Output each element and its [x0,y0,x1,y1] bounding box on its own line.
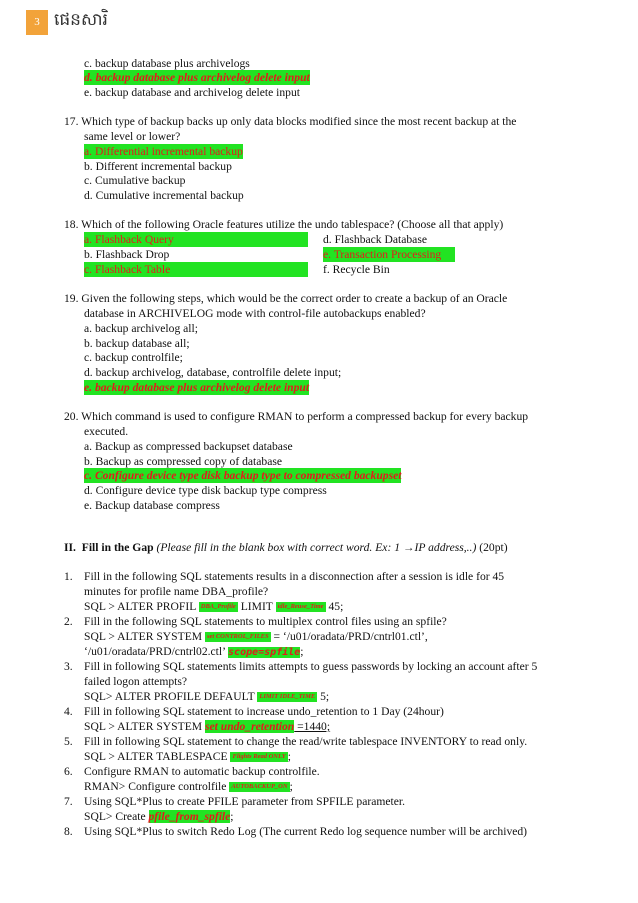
fill7-sql-post: ; [230,810,234,823]
q19-text-line2: database in ARCHIVELOG mode with control-file autobackups enabled? [84,307,426,320]
section2-number: II. [64,541,76,554]
page-number-badge: 3 [26,10,48,35]
fill4-sql [84,719,330,734]
fill5-answer1: Flights Read ONLY [232,753,286,761]
fill3-answer1: LIMIT IDLE_TIME [259,693,316,701]
fill5-sql-pre: SQL > ALTER TABLESPACE [84,750,231,763]
q17-text-line2: same level or lower? [84,130,181,143]
fill3-text-line2: failed logon attempts? [84,675,188,688]
fill1-text-line2: minutes for profile name DBA_profile? [84,585,269,598]
fill2-sql-line2 [84,644,304,660]
fill1-sql-post: 45; [325,600,344,613]
fill2-sql [84,629,428,644]
fill2-line2-post: ; [300,645,304,658]
fill2-answer2: scope=spfile [228,647,301,658]
fill7-text-line1: Using SQL*Plus to create PFILE parameter from SPFILE parameter. [84,795,406,808]
q20-text-line1: 20. Which command is used to configure RMAN to perform a compressed backup for every backup [64,410,529,423]
fill4-sql-pre: SQL > ALTER SYSTEM [84,720,205,733]
fill7-sql [84,809,234,824]
fill3-sql-post: 5; [317,690,330,703]
section2-instructions: (Please fill in the blank box with correct word. Ex: 1 →IP address,..) [156,541,477,554]
q19-text-line1: 19. Given the following steps, which would be the correct order to create a backup of an Oracle [64,292,508,305]
fill5-sql [84,749,291,764]
fill2-answer1: set CONTROL_FILES [207,633,269,641]
fill1-sql-mid: LIMIT [237,600,276,613]
fill6-sql-pre: RMAN> Configure controlfile [84,780,230,793]
q17-option-a-answer: a. Differential incremental backup [84,145,243,158]
fill2-sql-pre: SQL > ALTER SYSTEM [84,630,205,643]
q20-option-b: b. Backup as compressed copy of database [84,455,282,468]
q18-text-line1: 18. Which of the following Oracle features utilize the undo tablespace? (Choose all that apply) [64,218,504,231]
q16-option-c: c. backup database plus archivelogs [84,57,250,70]
q17-option-c: c. Cumulative backup [84,174,186,187]
fill1-answer2: idle_Reuse_Time [277,603,324,611]
q19-option-e-answer: e. backup database plus archivelog delete input [84,381,310,394]
fill6-number: 6. [64,765,73,778]
fill4-sql-post: =1440; [294,720,331,733]
q17-option-d: d. Cumulative incremental backup [84,189,244,202]
q20-option-e: e. Backup database compress [84,499,220,512]
q16-option-d-answer: d. backup database plus archivelog delete input [84,71,310,84]
fill5-number: 5. [64,735,73,748]
q17-option-b: b. Different incremental backup [84,160,232,173]
fill1-answer1: DBA_Profile [200,603,236,611]
q20-option-a: a. Backup as compressed backupset database [84,440,293,453]
fill5-sql-post: ; [287,750,291,763]
fill8-number: 8. [64,825,73,838]
fill4-number: 4. [64,705,73,718]
q18-option-c-answer: c. Flashback Table [84,262,308,277]
q20-option-c-answer: c. Configure device type disk backup type to compressed backupset [84,469,402,482]
q19-option-b: b. backup database all; [84,337,190,350]
q19-option-c: c. backup controlfile; [84,351,183,364]
fill3-sql [84,689,329,704]
fill1-sql-pre: SQL > ALTER PROFIL [84,600,199,613]
q18-option-a-answer: a. Flashback Query [84,232,308,247]
fill2-sql-post: = ‘/u01/oradata/PRD/cntrl01.ctl’, [270,630,428,643]
fill7-answer1: pfile_from_spfile [148,810,231,823]
q20-option-d: d. Configure device type disk backup type compress [84,484,327,497]
q18-option-d: d. Flashback Database [323,233,427,246]
q18-option-b: b. Flashback Drop [84,248,170,261]
fill2-number: 2. [64,615,73,628]
fill5-text-line1: Fill in following SQL statement to change the read/write tablespace INVENTORY to read only. [84,735,528,748]
q19-option-a: a. backup archivelog all; [84,322,198,335]
fill1-text-line1: Fill in the following SQL statements results in a disconnection after a session is idle for 45 [84,570,505,583]
fill2-line2-pre: ‘/u01/oradata/PRD/cntrl02.ctl’ [84,645,229,658]
section2-heading [64,540,508,555]
fill1-number: 1. [64,570,73,583]
q19-option-d: d. backup archivelog, database, controlfile delete input; [84,366,342,379]
q17-text-line1: 17. Which type of backup backs up only data blocks modified since the most recent backup at the [64,115,517,128]
fill6-text-line1: Configure RMAN to automatic backup controlfile. [84,765,320,778]
q16-option-e: e. backup database and archivelog delete input [84,86,301,99]
fill1-sql [84,599,343,614]
fill4-text-line1: Fill in following SQL statement to increase undo_retention to 1 Day (24hour) [84,705,444,718]
fill6-answer1: AUTOBACKUP_ON [231,783,288,791]
fill6-sql [84,779,293,794]
fill3-number: 3. [64,660,73,673]
q18-option-f: f. Recycle Bin [323,263,390,276]
fill7-number: 7. [64,795,73,808]
fill3-text-line1: Fill in following SQL statements limits attempts to guess passwords by locking an account after 5 [84,660,538,673]
fill7-sql-pre: SQL> Create [84,810,149,823]
section2-points: (20pt) [479,541,508,554]
fill8-text-line1: Using SQL*Plus to switch Redo Log (The current Redo log sequence number will be archived) [84,825,528,838]
section2-title: Fill in the Gap [81,541,154,554]
q18-option-e-answer: e. Transaction Processing [323,247,455,262]
fill3-sql-pre: SQL> ALTER PROFILE DEFAULT [84,690,258,703]
q20-text-line2: executed. [84,425,129,438]
fill4-answer1: set undo_retention [205,720,295,733]
fill2-text-line1: Fill in the following SQL statements to multiplex control files using an spfile? [84,615,447,628]
fill6-sql-post: ; [289,780,293,793]
page-header-title: ផេនសារិ [54,10,108,30]
